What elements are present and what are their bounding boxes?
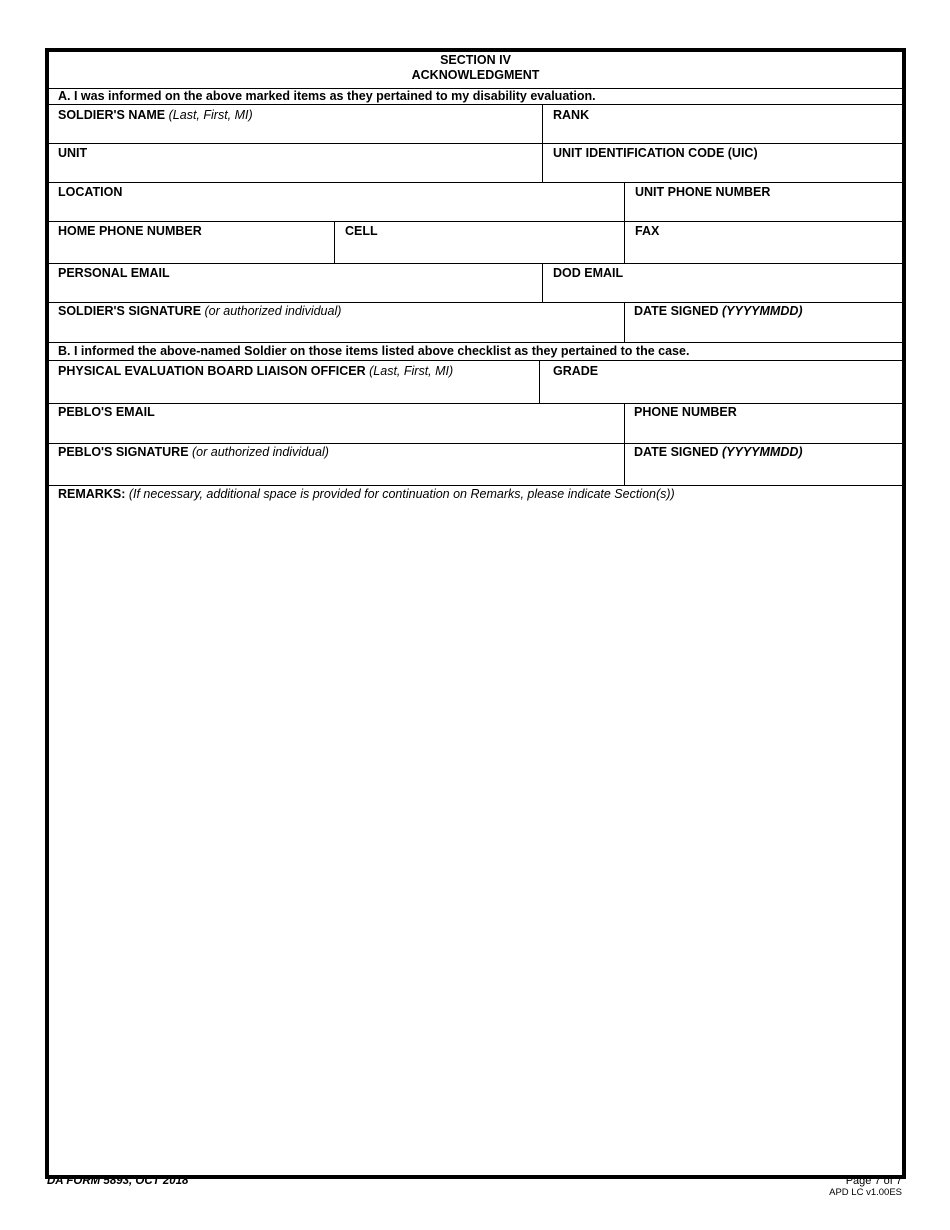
pebl-email-label: PEBLO'S EMAIL [58,405,155,419]
divider [49,485,902,486]
phone-number-field[interactable] [625,404,901,443]
fax-label: FAX [635,224,660,238]
pebl-date-signed-hint: (YYYYMMDD) [721,445,803,459]
rank-label: RANK [553,108,590,122]
page-info [829,1175,902,1199]
pebl-signature-field[interactable] [50,444,623,485]
pebl-signature-hint: (or authorized individual) [192,445,329,459]
pebl-officer-field[interactable] [50,361,538,403]
personal-email-field[interactable] [50,264,541,302]
grade-field[interactable] [540,361,901,403]
home-phone-label: HOME PHONE NUMBER [58,224,202,238]
unit-phone-label: UNIT PHONE NUMBER [635,185,771,199]
unit-label: UNIT [58,146,88,160]
date-signed-hint: (YYYYMMDD) [721,304,803,318]
fax-field[interactable] [625,222,901,263]
dod-email-label: DOD EMAIL [553,266,624,280]
home-phone-field[interactable] [50,222,333,263]
page-number: Page 7 of 7 [845,1175,902,1187]
section-heading: SECTION IV [440,53,511,67]
form-version: APD LC v1.00ES [829,1187,902,1198]
part-b-statement: B. I informed the above-named Soldier on those items listed above checklist as they pertained to the case. [58,344,690,358]
unit-phone-field[interactable] [625,183,901,221]
soldiers-name-label: SOLDIER'S NAME (Last, First, MI) [58,108,253,122]
unit-field[interactable] [50,144,541,182]
part-a-statement: A. I was informed on the above marked items as they pertained to my disability evaluation. [58,89,596,103]
date-signed-field[interactable] [625,303,901,342]
personal-email-label: PERSONAL EMAIL [58,266,170,280]
location-field[interactable] [50,183,623,221]
section-subheading: ACKNOWLEDGMENT [411,68,540,82]
remarks-label: REMARKS: (If necessary, additional space is provided for continuation on Remarks, please indicate Section(s)) [58,487,675,501]
phone-number-label: PHONE NUMBER [634,405,737,419]
pebl-date-signed-label: DATE SIGNED (YYYYMMDD) [634,445,803,459]
form-id: DA FORM 5893, OCT 2018 [47,1175,189,1187]
soldiers-name-hint: (Last, First, MI) [168,108,253,122]
soldiers-signature-hint: (or authorized individual) [204,304,342,318]
pebl-email-field[interactable] [50,404,623,443]
divider [49,342,902,343]
remarks-hint: (If necessary, additional space is provided for continuation on Remarks, please indicate Section(s)) [128,487,675,501]
dod-email-field[interactable] [543,264,901,302]
remarks-field[interactable] [50,505,901,1170]
date-signed-label: DATE SIGNED (YYYYMMDD) [634,304,803,318]
soldiers-signature-label: SOLDIER'S SIGNATURE (or authorized individual) [58,304,342,318]
rank-field[interactable] [543,105,901,143]
cell-field[interactable] [335,222,623,263]
grade-label: GRADE [553,364,599,378]
soldiers-name-field[interactable] [50,105,541,143]
location-label: LOCATION [58,185,123,199]
soldiers-signature-field[interactable] [50,303,623,342]
pebl-date-signed-field[interactable] [625,444,901,485]
pebl-officer-hint: (Last, First, MI) [369,364,454,378]
pebl-officer-label: PHYSICAL EVALUATION BOARD LIAISON OFFICER (Last, First, MI) [58,364,454,378]
cell-label: CELL [345,224,378,238]
uic-label: UNIT IDENTIFICATION CODE (UIC) [553,146,758,160]
pebl-signature-label: PEBLO'S SIGNATURE (or authorized individual) [58,445,329,459]
uic-field[interactable] [543,144,901,182]
